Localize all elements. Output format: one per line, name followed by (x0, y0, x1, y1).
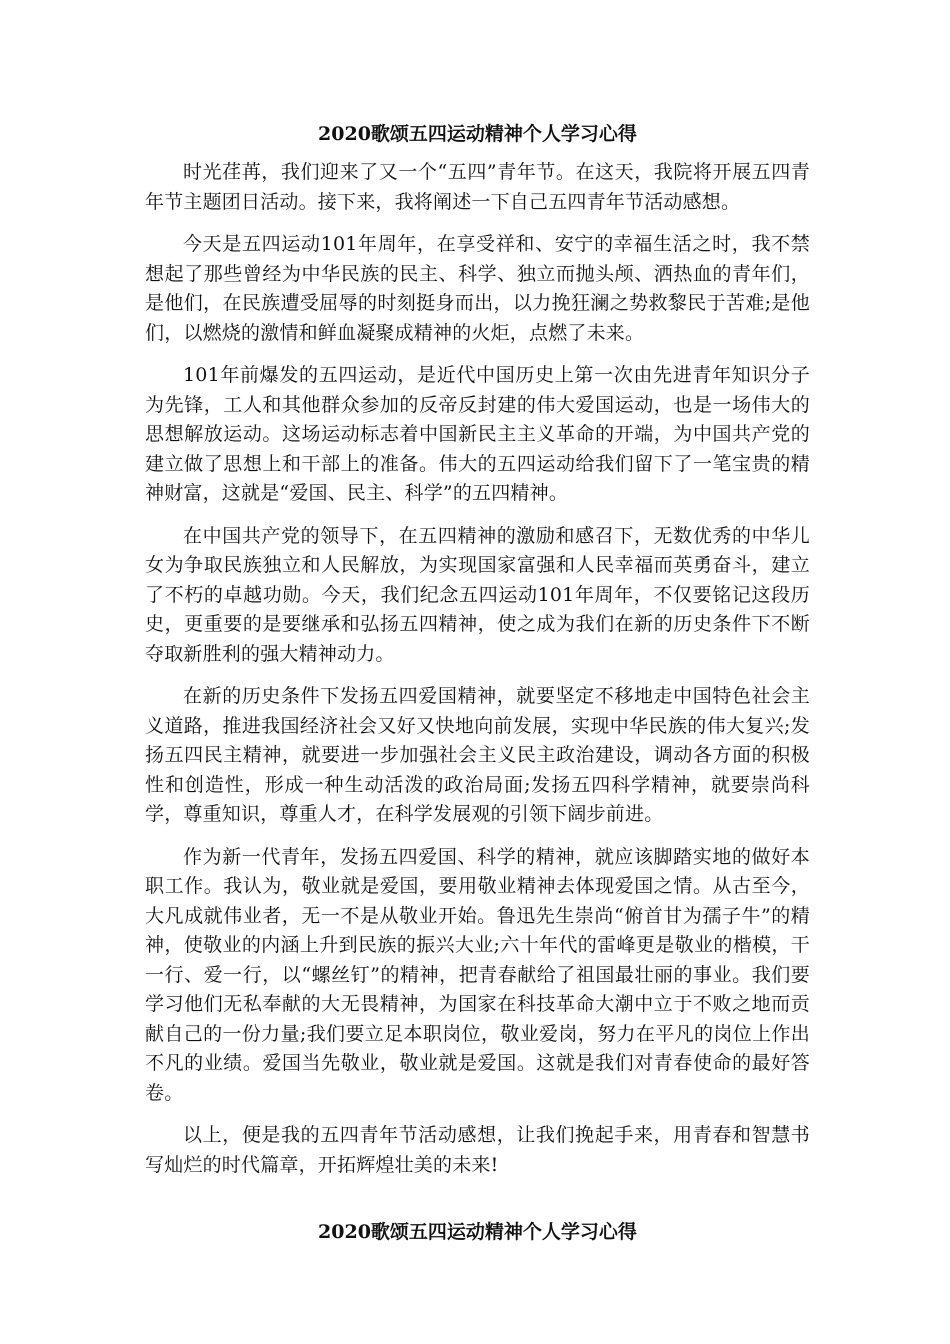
paragraph-4: 在中国共产党的领导下，在五四精神的激励和感召下，无数优秀的中华儿女为争取民族独立和人民解放，为实现国家富强和人民幸福而英勇奋斗，建立了不朽的卓越功勋。今天，我们纪念五四运动101年周年，不仅要铭记这段历史，更重要的是要继承和弘扬五四精神，使之成为我们在新的历史条件下不断夺取新胜利的强大精神动力。 (145, 524, 810, 665)
paragraph-3: 101年前爆发的五四运动，是近代中国历史上第一次由先进青年知识分子为先锋，工人和其他群众参加的反帝反封建的伟大爱国运动，也是一场伟大的思想解放运动。这场运动标志着中国新民主主义革命的开端，为中国共产党的建立做了思想上和干部上的准备。伟大的五四运动给我们留下了一笔宝贵的精神财富，这就是“爱国、民主、科学”的五四精神。 (145, 364, 810, 504)
paragraph-2: 今天是五四运动101年周年，在享受祥和、安宁的幸福生活之时，我不禁想起了那些曾经为中华民族的民主、科学、独立而抛头颅、洒热血的青年们，是他们，在民族遭受屈辱的时刻挺身而出，以力挽狂澜之势救黎民于苦难;是他们，以燃烧的激情和鲜血凝聚成精神的火炬，点燃了未来。 (145, 233, 810, 344)
document-title: 2020歌颂五四运动精神个人学习心得 (318, 123, 637, 145)
document-body (145, 118, 810, 1248)
paragraph-7: 以上，便是我的五四青年节活动感想，让我们挽起手来，用青春和智慧书写灿烂的时代篇章，开拓辉煌壮美的未来! (145, 1124, 810, 1176)
paragraph-1: 时光荏苒，我们迎来了又一个“五四”青年节。在这天，我院将开展五四青年节主题团日活动。接下来，我将阐述一下自己五四青年节活动感想。 (145, 161, 810, 213)
paragraph-6: 作为新一代青年，发扬五四爱国、科学的精神，就应该脚踏实地的做好本职工作。我认为，敬业就是爱国，要用敬业精神去体现爱国之情。从古至今，大凡成就伟业者，无一不是从敬业开始。鲁迅先生崇尚“俯首甘为孺子牛”的精神，使敬业的内涵上升到民族的振兴大业;六十年代的雷峰更是敬业的楷模，干一行、爱一行，以“螺丝钉”的精神，把青春献给了祖国最壮丽的事业。我们要学习他们无私奉献的大无畏精神，为国家在科技革命大潮中立于不败之地而贡献自己的一份力量;我们要立足本职岗位，敬业爱岗，努力在平凡的岗位上作出不凡的业绩。爱国当先敬业，敬业就是爱国。这就是我们对青春使命的最好答卷。 (145, 845, 810, 1104)
next-section-title: 2020歌颂五四运动精神个人学习心得 (318, 1221, 637, 1243)
paragraph-5: 在新的历史条件下发扬五四爱国精神，就要坚定不移地走中国特色社会主义道路，推进我国经济社会又好又快地向前发展，实现中华民族的伟大复兴;发扬五四民主精神，就要进一步加强社会主义民主政治建设，调动各方面的积极性和创造性，形成一种生动活泼的政治局面;发扬五四科学精神，就要崇尚科学，尊重知识，尊重人才，在科学发展观的引领下阔步前进。 (145, 685, 810, 825)
